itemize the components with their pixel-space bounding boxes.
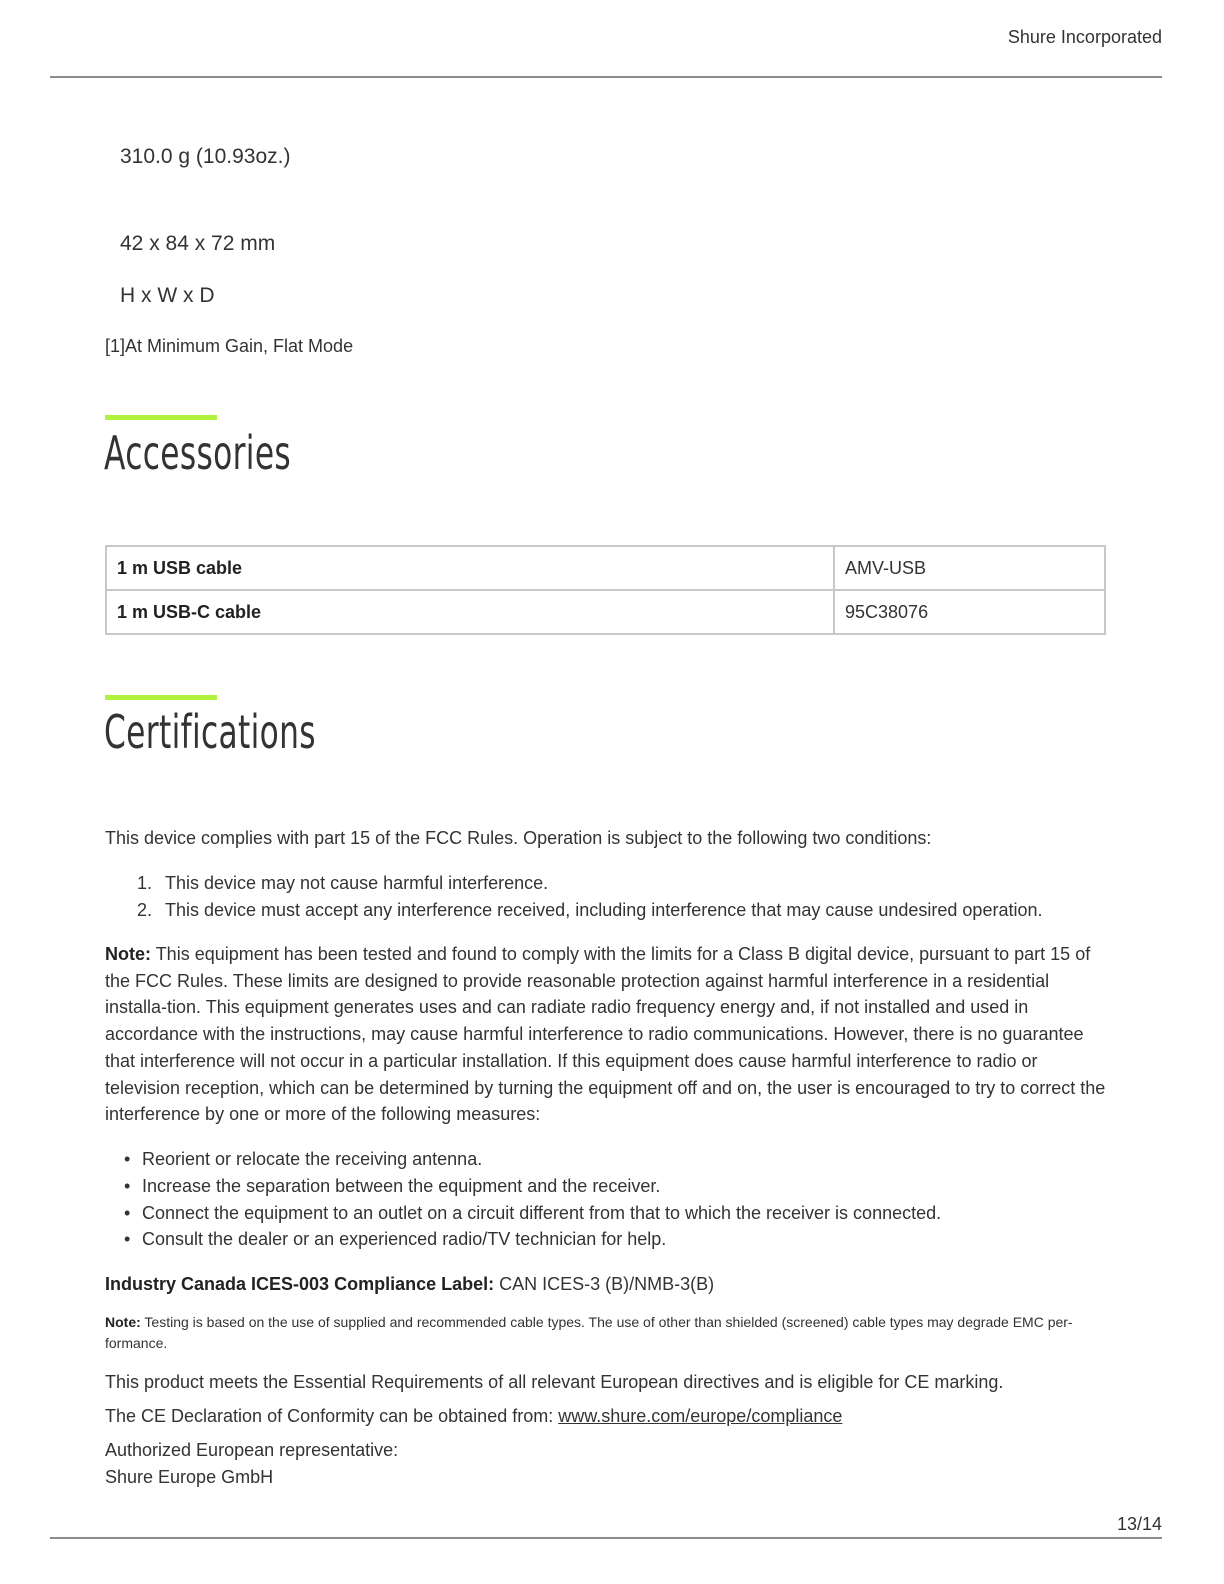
condition-text: This device must accept any interference received, including interference that may cause undesired operation.: [165, 899, 1043, 920]
bullet: •: [124, 1149, 131, 1169]
declaration-text: The CE Declaration of Conformity can be obtained from:: [105, 1406, 554, 1426]
page-number: 13/14: [1116, 1514, 1162, 1534]
ic-label: Industry Canada ICES-003 Compliance Label:: [105, 1274, 495, 1294]
spec-footnote: [1]At Minimum Gain, Flat Mode: [105, 336, 354, 356]
emc-note-label: Note:: [105, 1314, 141, 1330]
table-row: [106, 590, 1105, 634]
eu-representative-label: Authorized European representative:: [105, 1440, 399, 1460]
list-item: [105, 870, 1110, 897]
list-item: [105, 1200, 1110, 1227]
header-company: Shure Incorporated: [1007, 27, 1162, 47]
accessories-accent-bar: [105, 415, 217, 420]
header-divider: [50, 76, 1162, 78]
table-row: [106, 546, 1105, 590]
measure-text: Connect the equipment to an outlet on a circuit different from that to which the receiver is connected.: [142, 1202, 942, 1223]
list-item: [105, 897, 1110, 924]
emc-note-text: Testing is based on the use of supplied and recommended cable types. The use of other than shielded (screened) cable types may degrade EMC per-formance.: [105, 1314, 1073, 1351]
certifications-accent-bar: [105, 695, 217, 700]
bullet: •: [124, 1175, 131, 1196]
measure-text: Increase the separation between the equipment and the receiver.: [142, 1175, 661, 1196]
list-item: [105, 1146, 1110, 1173]
compliance-link[interactable]: www.shure.com/europe/compliance: [558, 1406, 843, 1426]
footer-divider: [50, 1537, 1162, 1539]
interference-measures-list: [105, 1146, 1110, 1253]
emc-note: [105, 1312, 1110, 1354]
bullet: •: [124, 1229, 131, 1250]
note-text: This equipment has been tested and found to comply with the limits for a Class B digital device, pursuant to part 15 of the FCC Rules. These limits are designed to provide reasonable protection against harmful interference in a residential installa-tion. This equipment generates uses and can radiate radio frequency energy and, if not installed and used in accordance with the instructions, may cause harmful interference to radio communications. However, there is no guarantee that interference will not occur in a particular installation. If this equipment does cause harmful interference to radio or television reception, which can be determined by turning the equipment off and on, the user is encouraged to try to correct the interference by one or more of the following measures:: [105, 944, 1106, 1125]
accessories-heading: Accessories: [104, 426, 292, 480]
spec-dimensions-order: H x W x D: [120, 284, 215, 307]
fcc-conditions-list: [105, 870, 1110, 924]
measure-text: Reorient or relocate the receiving antenna.: [142, 1149, 483, 1169]
list-item: [105, 1226, 1110, 1253]
accessory-part-number: 95C38076: [834, 590, 1105, 634]
bullet: •: [124, 1202, 131, 1223]
spec-weight: 310.0 g (10.93oz.): [120, 145, 291, 168]
certifications-heading: Certifications: [104, 705, 316, 759]
fcc-note: [105, 941, 1110, 1128]
list-number: 1.: [137, 873, 153, 893]
note-label: Note:: [105, 944, 151, 964]
condition-text: This device may not cause harmful interference.: [165, 873, 549, 893]
ic-compliance: [105, 1271, 1110, 1298]
fcc-intro: This device complies with part 15 of the FCC Rules. Operation is subject to the following two conditions:: [105, 828, 932, 848]
accessories-table: [105, 545, 1106, 635]
accessory-part-number: AMV-USB: [834, 546, 1105, 590]
list-item: [105, 1173, 1110, 1200]
measure-text: Consult the dealer or an experienced radio/TV technician for help.: [142, 1229, 667, 1250]
eu-representative-name: Shure Europe GmbH: [105, 1467, 274, 1487]
spec-dimensions: 42 x 84 x 72 mm: [120, 232, 276, 255]
accessory-name: 1 m USB-C cable: [106, 590, 834, 634]
list-number: 2.: [137, 899, 153, 920]
ce-statement: This product meets the Essential Requirements of all relevant European directives and is eligible for CE marking.: [105, 1372, 1004, 1392]
ic-value: CAN ICES-3 (B)/NMB-3(B): [499, 1274, 715, 1294]
ce-declaration: [105, 1403, 1110, 1430]
accessory-name: 1 m USB cable: [106, 546, 834, 590]
